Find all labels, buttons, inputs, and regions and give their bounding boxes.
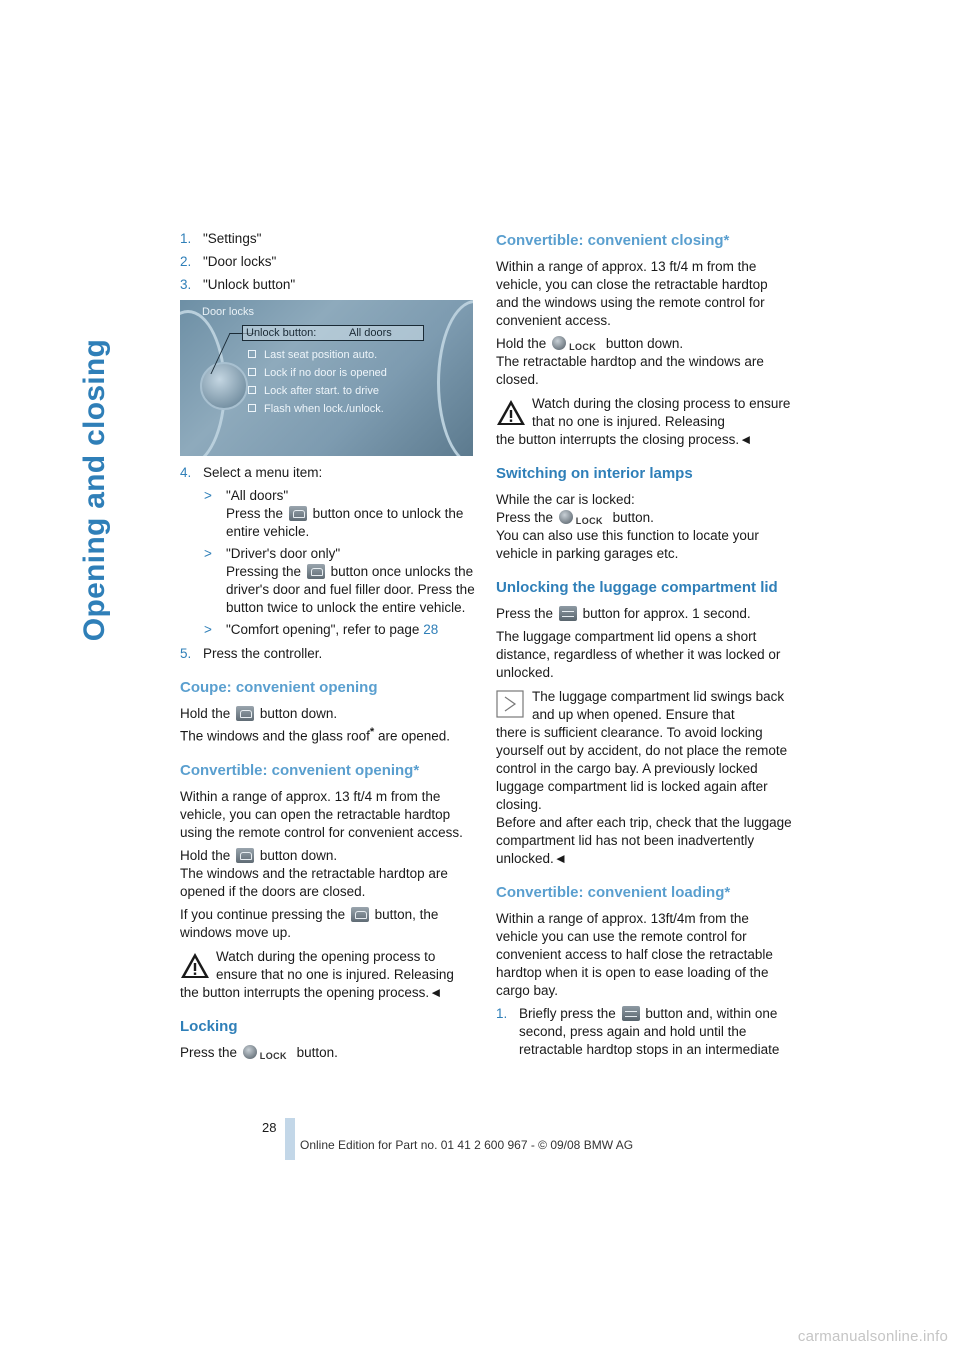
coupe-text: Hold the button down. [180, 706, 338, 721]
paragraph: Hold the button down. [180, 847, 338, 863]
unlock-button-icon [351, 907, 369, 922]
caution-note: The luggage compartment lid swings back and up when opened. Ensure that there is sufficient clearance. To avoid locking yourself out by accident, do not place the remote control in the cargo bay. A previously locked luggage compartment lid is locked again after closing. Before and after each trip, check that the luggage compartment lid has not been inadvertently unlocked.◄ [496, 689, 792, 866]
heading-luggage-lid: Unlocking the luggage compartment lid [496, 579, 778, 596]
heading-convertible-closing: Convertible: convenient closing* [496, 232, 730, 249]
paragraph: Hold the LOCK button down. [496, 336, 684, 352]
section-side-title: Opening and closing [78, 338, 111, 642]
note-arrow-icon [496, 690, 524, 718]
idrive-screen-image [180, 300, 473, 456]
paragraph: The retractable hardtop and the windows are closed. [496, 354, 764, 387]
unlock-button-icon [236, 848, 254, 863]
heading-locking: Locking [180, 1017, 238, 1035]
paragraph: Press the button for approx. 1 second. [496, 606, 751, 621]
paragraph: You can also use this function to locate your vehicle in parking garages etc. [496, 528, 759, 561]
paragraph: Within a range of approx. 13 ft/4 m from the vehicle, you can open the retractable hardtop using the remote control for convenient access. [180, 788, 463, 840]
screen-item: Last seat position auto. [248, 346, 377, 364]
page-link[interactable]: 28 [423, 622, 439, 637]
loading-step-1: 1. Briefly press the button and, within one second, press again and hold until the retractable hardtop stops in an intermediate [496, 1006, 780, 1057]
option-all-doors: > "All doors" Press the button once to unlock the entire vehicle. [204, 488, 464, 539]
paragraph: Press the LOCK button. [496, 510, 654, 526]
lock-button-icon: LOCK [243, 1045, 291, 1060]
step-4: 4. Select a menu item: [180, 465, 323, 480]
heading-convertible-opening: Convertible: convenient opening* [180, 761, 420, 779]
screen-item: Flash when lock./unlock. [248, 400, 384, 418]
coupe-text-2: The windows and the glass roof* are opened. [180, 726, 451, 744]
paragraph: Press the LOCK button. [180, 1044, 338, 1061]
step-3: 3. "Unlock button" [180, 277, 296, 292]
lock-button-icon: LOCK [552, 336, 600, 351]
heading-coupe-opening: Coupe: convenient opening [180, 679, 378, 696]
unlock-button-icon [307, 564, 325, 579]
paragraph: If you continue pressing the button, the windows move up. [180, 906, 439, 940]
step-1: 1. "Settings" [180, 231, 262, 246]
paragraph: The luggage compartment lid opens a short distance, regardless of whether it was locked or unlocked. [496, 629, 781, 680]
left-column [180, 230, 476, 1067]
paragraph: Within a range of approx. 13 ft/4 m from the vehicle, you can close the retractable hardtop and the windows using the remote control for convenient access. [496, 259, 768, 328]
right-column [496, 230, 792, 1059]
option-comfort-opening: > "Comfort opening", refer to page 28 [204, 622, 439, 637]
paragraph: The windows and the retractable hardtop are opened if the doors are closed. [180, 865, 448, 899]
heading-interior-lamps: Switching on interior lamps [496, 465, 693, 482]
step-5: 5. Press the controller. [180, 646, 323, 661]
option-drivers-door: > "Driver's door only" Pressing the button once unlocks the driver's door and fuel filler door. Press the button twice to unlock the entire vehicle. [204, 546, 475, 615]
warning-note: Watch during the closing process to ensure that no one is injured. Releasing the button interrupts the closing process.◄ [496, 396, 791, 447]
warning-note: Watch during the opening process to ensure that no one is injured. Releasing the button interrupts the opening process.◄ [180, 948, 454, 1000]
warning-triangle-icon [180, 952, 210, 979]
footer-accent-bar [285, 1118, 295, 1160]
step-2: 2. "Door locks" [180, 254, 277, 269]
unlock-button-icon [289, 506, 307, 521]
warning-triangle-icon [496, 399, 526, 426]
trunk-button-icon [559, 606, 577, 621]
screen-selected-row: Unlock button: All doors [242, 325, 424, 341]
lock-button-icon: LOCK [559, 510, 607, 525]
heading-convertible-loading: Convertible: convenient loading* [496, 884, 731, 901]
paragraph: While the car is locked: [496, 492, 635, 507]
screen-item: Lock if no door is opened [248, 364, 387, 382]
unlock-button-icon [236, 706, 254, 721]
footer-edition-text: Online Edition for Part no. 01 41 2 600 967 - © 09/08 BMW AG [300, 1138, 634, 1152]
screen-title: Door locks [202, 306, 254, 318]
page-number: 28 [262, 1120, 277, 1135]
watermark: carmanualsonline.info [797, 1328, 948, 1345]
paragraph: Within a range of approx. 13ft/4m from the vehicle you can use the remote control for convenient access to half close the retractable hardtop when it is open to ease loading of the cargo bay. [496, 911, 773, 998]
screen-item: Lock after start. to drive [248, 382, 379, 400]
trunk-button-icon [622, 1006, 640, 1021]
